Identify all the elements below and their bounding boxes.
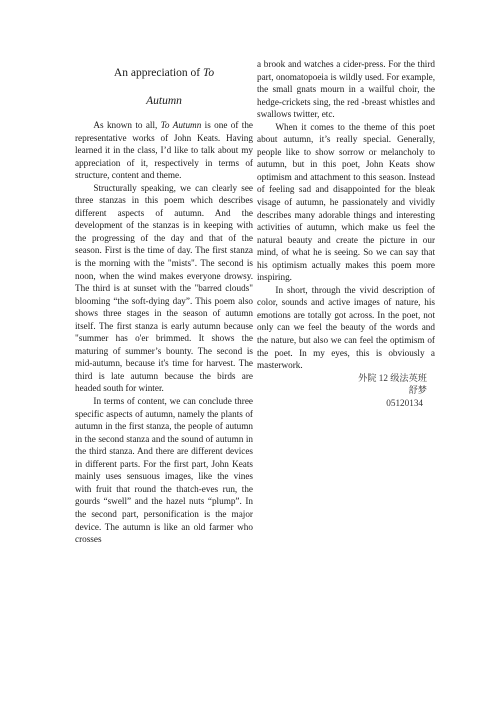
title-italic-part: To bbox=[203, 67, 215, 79]
signature-class: 外院 12 级法英班 bbox=[358, 372, 427, 383]
essay-title bbox=[75, 65, 253, 109]
paragraph-content: In terms of content, we can conclude three specific aspects of autumn, namely the plants of autumn in the first stanza, the people of autumn in the second stanza and the sound of autumn in the third stanza. And there are different devices in different parts. For the first part, John Keats mainly uses sensuous images, like the vines with fruit that round the thatch-eves run, the gourds “swell” and the hazel nuts “plump”. In the second part, personification is the major device. The autumn is like an old farmer who crosses bbox=[75, 396, 253, 545]
paragraph-structure: Structurally speaking, we can clearly see three stanzas in this poem which describes different aspects of autumn. And the development of the stanzas is in keeping with the progressing of the day and that of the season. First is the time of day. The first stanza is the morning with the "mists". The second is noon, when the wind makes everyone drowsy. The third is at sunset with the "barred clouds" blooming “the soft-dying day”. This poem also shows three stages in the season of autumn itself. The first stanza is early autumn because "summer has o'er brimmed. It shows the maturing of summer’s bounty. The second is mid-autumn, because it's time for harvest. The third is late autumn because the birds are headed south for winter. bbox=[75, 182, 253, 394]
paragraph-intro bbox=[75, 119, 253, 182]
paragraph-theme: When it comes to the theme of this poet about autumn, it’s really special. Generally, people like to show sorrow or melancholy to autumn, but in this poet, John Keats show optimism and attachment to this season. Instead of feeling sad and disappointed for the bleak visage of autumn, he passionately and vividly describes many adorable things and interesting activities of autumn, which make us feel the natural beauty and create the picture in our mind, of what he is seeing. So we can say that his optimism actually makes this poem more inspiring. bbox=[257, 121, 435, 283]
paragraph-content-continued: a brook and watches a cider-press. For the third part, onomatopoeia is wildly used. For example, the small gnats mourn in a wailful choir, the hedge-crickets sing, the red -breast whistles and swallows twitter, etc. bbox=[257, 59, 435, 120]
intro-prefix: As known to all, bbox=[93, 120, 161, 130]
left-column bbox=[75, 0, 253, 546]
intro-rest: is one of the representative works of John Keats. Having learned it in the class, I’d like to talk about my appreciation of it, respectively in terms of structure, content and theme. bbox=[75, 120, 253, 181]
title-prefix: An appreciation of bbox=[113, 67, 203, 79]
title-line-2: Autumn bbox=[146, 95, 182, 107]
right-column bbox=[257, 58, 435, 409]
signature-student-id: 05120134 bbox=[386, 397, 423, 408]
paragraph-conclusion: In short, through the vivid description of color, sounds and active images of nature, his emotions are totally got across. In the poet, not only can we feel the beauty of the words and the nature, but also we can feel the optimism of the poet. In my eyes, this is obviously a masterwork. bbox=[257, 284, 435, 371]
intro-italic-title: To Autumn bbox=[160, 120, 202, 130]
signature-block bbox=[257, 372, 435, 410]
title-line-1 bbox=[75, 65, 253, 81]
signature-name: 舒梦 bbox=[408, 385, 427, 396]
